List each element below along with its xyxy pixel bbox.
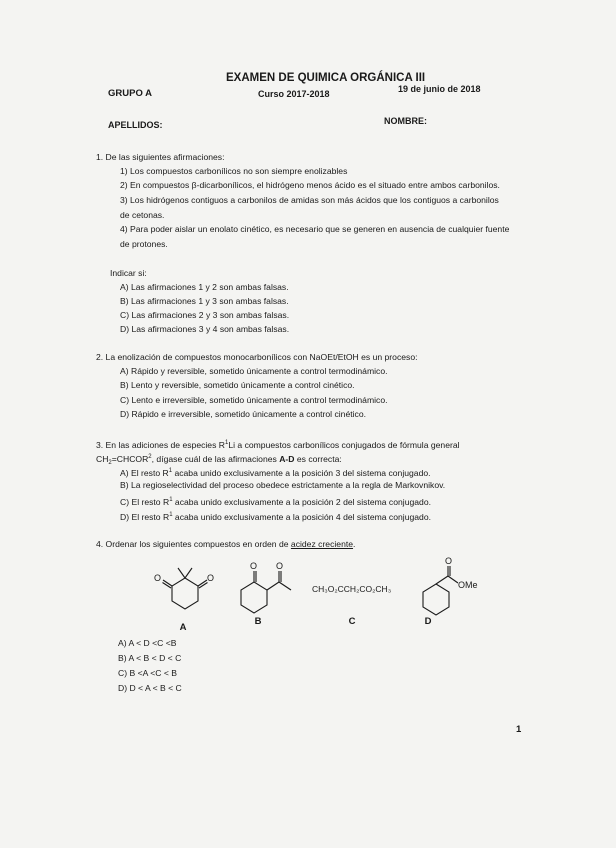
exam-date: 19 de junio de 2018	[398, 84, 481, 94]
structure-d-ome: OMe	[458, 580, 478, 590]
q3-option-b: B) La regioselectividad del proceso obedece estrictamente a la regla de Markovnikov.	[120, 480, 446, 490]
q3-option-d	[120, 508, 431, 525]
q3-d-pre: D) El resto R	[120, 512, 170, 522]
structure-a-oxygen-right: O	[207, 573, 215, 583]
q3-a-pre: A) El resto R	[120, 468, 169, 478]
q1-statement-4: 4) Para poder aislar un enolato cinético, es necesario que se generen en ausencia de cualquier fuente	[120, 224, 510, 234]
q1-option-d: D) Las afirmaciones 3 y 4 son ambas falsas.	[120, 324, 290, 334]
q3-stem-text-4: es correcta:	[294, 454, 342, 464]
q1-statement-1: 1) Los compuestos carbonílicos no son siempre enolizables	[120, 166, 348, 176]
q2-stem: 2. La enolización de compuestos monocarbonílicos con NaOEt/EtOH es un proceso:	[96, 352, 418, 362]
surname-label: APELLIDOS:	[108, 120, 163, 130]
q3-stem-sup: 1	[224, 440, 229, 446]
label-a: A	[179, 622, 187, 633]
structure-d	[418, 556, 498, 622]
q1-statement-4-cont: de protones.	[120, 239, 168, 249]
structure-b	[236, 560, 306, 620]
q2-option-d: D) Rápido e irreversible, sometido únicamente a control cinético.	[120, 409, 366, 419]
q2-option-b: B) Lento y reversible, sometido únicamente a control cinético.	[120, 380, 355, 390]
structure-d-oxygen: O	[445, 556, 453, 566]
q3-stem-text-3: , dígase cuál de las afirmaciones	[151, 454, 280, 464]
page-number: 1	[516, 724, 522, 735]
q2-option-a: A) Rápido y reversible, sometido únicamente a control termodinámico.	[120, 366, 388, 376]
name-label: NOMBRE:	[384, 116, 427, 126]
q3-c-post: acaba unido exclusivamente a la posición 2 del sistema conjugado.	[172, 497, 431, 507]
q3-formula-ch: CH	[96, 454, 109, 464]
label-c: C	[348, 616, 356, 627]
q4-stem-text: 4. Ordenar los siguientes compuestos en orden de	[96, 539, 291, 549]
q3-stem-text-2: Li a compuestos carbonílicos conjugados de fórmula general	[228, 440, 460, 450]
structure-a-oxygen-left: O	[154, 573, 162, 583]
q4-stem	[96, 537, 355, 552]
q1-statement-3-cont: de cetonas.	[120, 210, 165, 220]
q3-a-post: acaba unido exclusivamente a la posición 3 del sistema conjugado.	[172, 468, 431, 478]
q3-stem-bold: A-D	[279, 454, 295, 464]
q1-stem: 1. De las siguientes afirmaciones:	[96, 152, 225, 162]
q3-c-pre: C) El resto R	[120, 497, 170, 507]
q3-formula-sub: 2	[108, 460, 112, 466]
q4-option-b: B) A < B < D < C	[118, 653, 182, 663]
q4-option-c: C) B <A <C < B	[118, 668, 177, 678]
q3-d-sup: 1	[169, 512, 173, 518]
exam-title: EXAMEN DE QUIMICA ORGÁNICA III	[226, 72, 426, 84]
q4-stem-period: .	[353, 539, 356, 549]
structure-a	[150, 560, 220, 620]
q3-c-sup: 1	[169, 497, 173, 503]
q2-option-c: C) Lento e irreversible, sometido únicamente a control termodinámico.	[120, 395, 388, 405]
q1-indicate: Indicar si:	[110, 268, 147, 278]
course-year: Curso 2017-2018	[258, 89, 330, 99]
group-label: GRUPO A	[108, 88, 152, 99]
q3-formula-rest: =CHCOR	[111, 454, 149, 464]
q1-statement-3: 3) Los hidrógenos contiguos a carbonilos de amidas son más ácidos que los contiguos a carbonilos	[120, 195, 499, 205]
structure-b-oxygen-acetyl: O	[276, 561, 284, 571]
structure-b-oxygen-ring: O	[250, 561, 258, 571]
label-d: D	[424, 616, 432, 627]
label-b: B	[254, 616, 262, 627]
q1-option-b: B) Las afirmaciones 1 y 3 son ambas falsas.	[120, 296, 289, 306]
q4-stem-underlined: acidez creciente	[290, 539, 354, 549]
q3-formula-sup: 2	[148, 454, 152, 460]
q3-stem-text: 3. En las adiciones de especies R	[96, 440, 225, 450]
q4-option-a: A) A < D <C <B	[118, 638, 177, 648]
q1-option-c: C) Las afirmaciones 2 y 3 son ambas falsas.	[120, 310, 290, 320]
structure-c-formula: CH₃O₂CCH₂CO₂CH₃	[312, 584, 392, 594]
q3-a-sup: 1	[168, 468, 173, 474]
q1-option-a: A) Las afirmaciones 1 y 2 son ambas falsas.	[120, 282, 289, 292]
q3-d-post: acaba unido exclusivamente a la posición 4 del sistema conjugado.	[172, 512, 431, 522]
q4-option-d: D) D < A < B < C	[118, 683, 182, 693]
q1-statement-2: 2) En compuestos β-dicarbonílicos, el hidrógeno menos ácido es el situado entre ambos carbonilos.	[120, 180, 500, 190]
